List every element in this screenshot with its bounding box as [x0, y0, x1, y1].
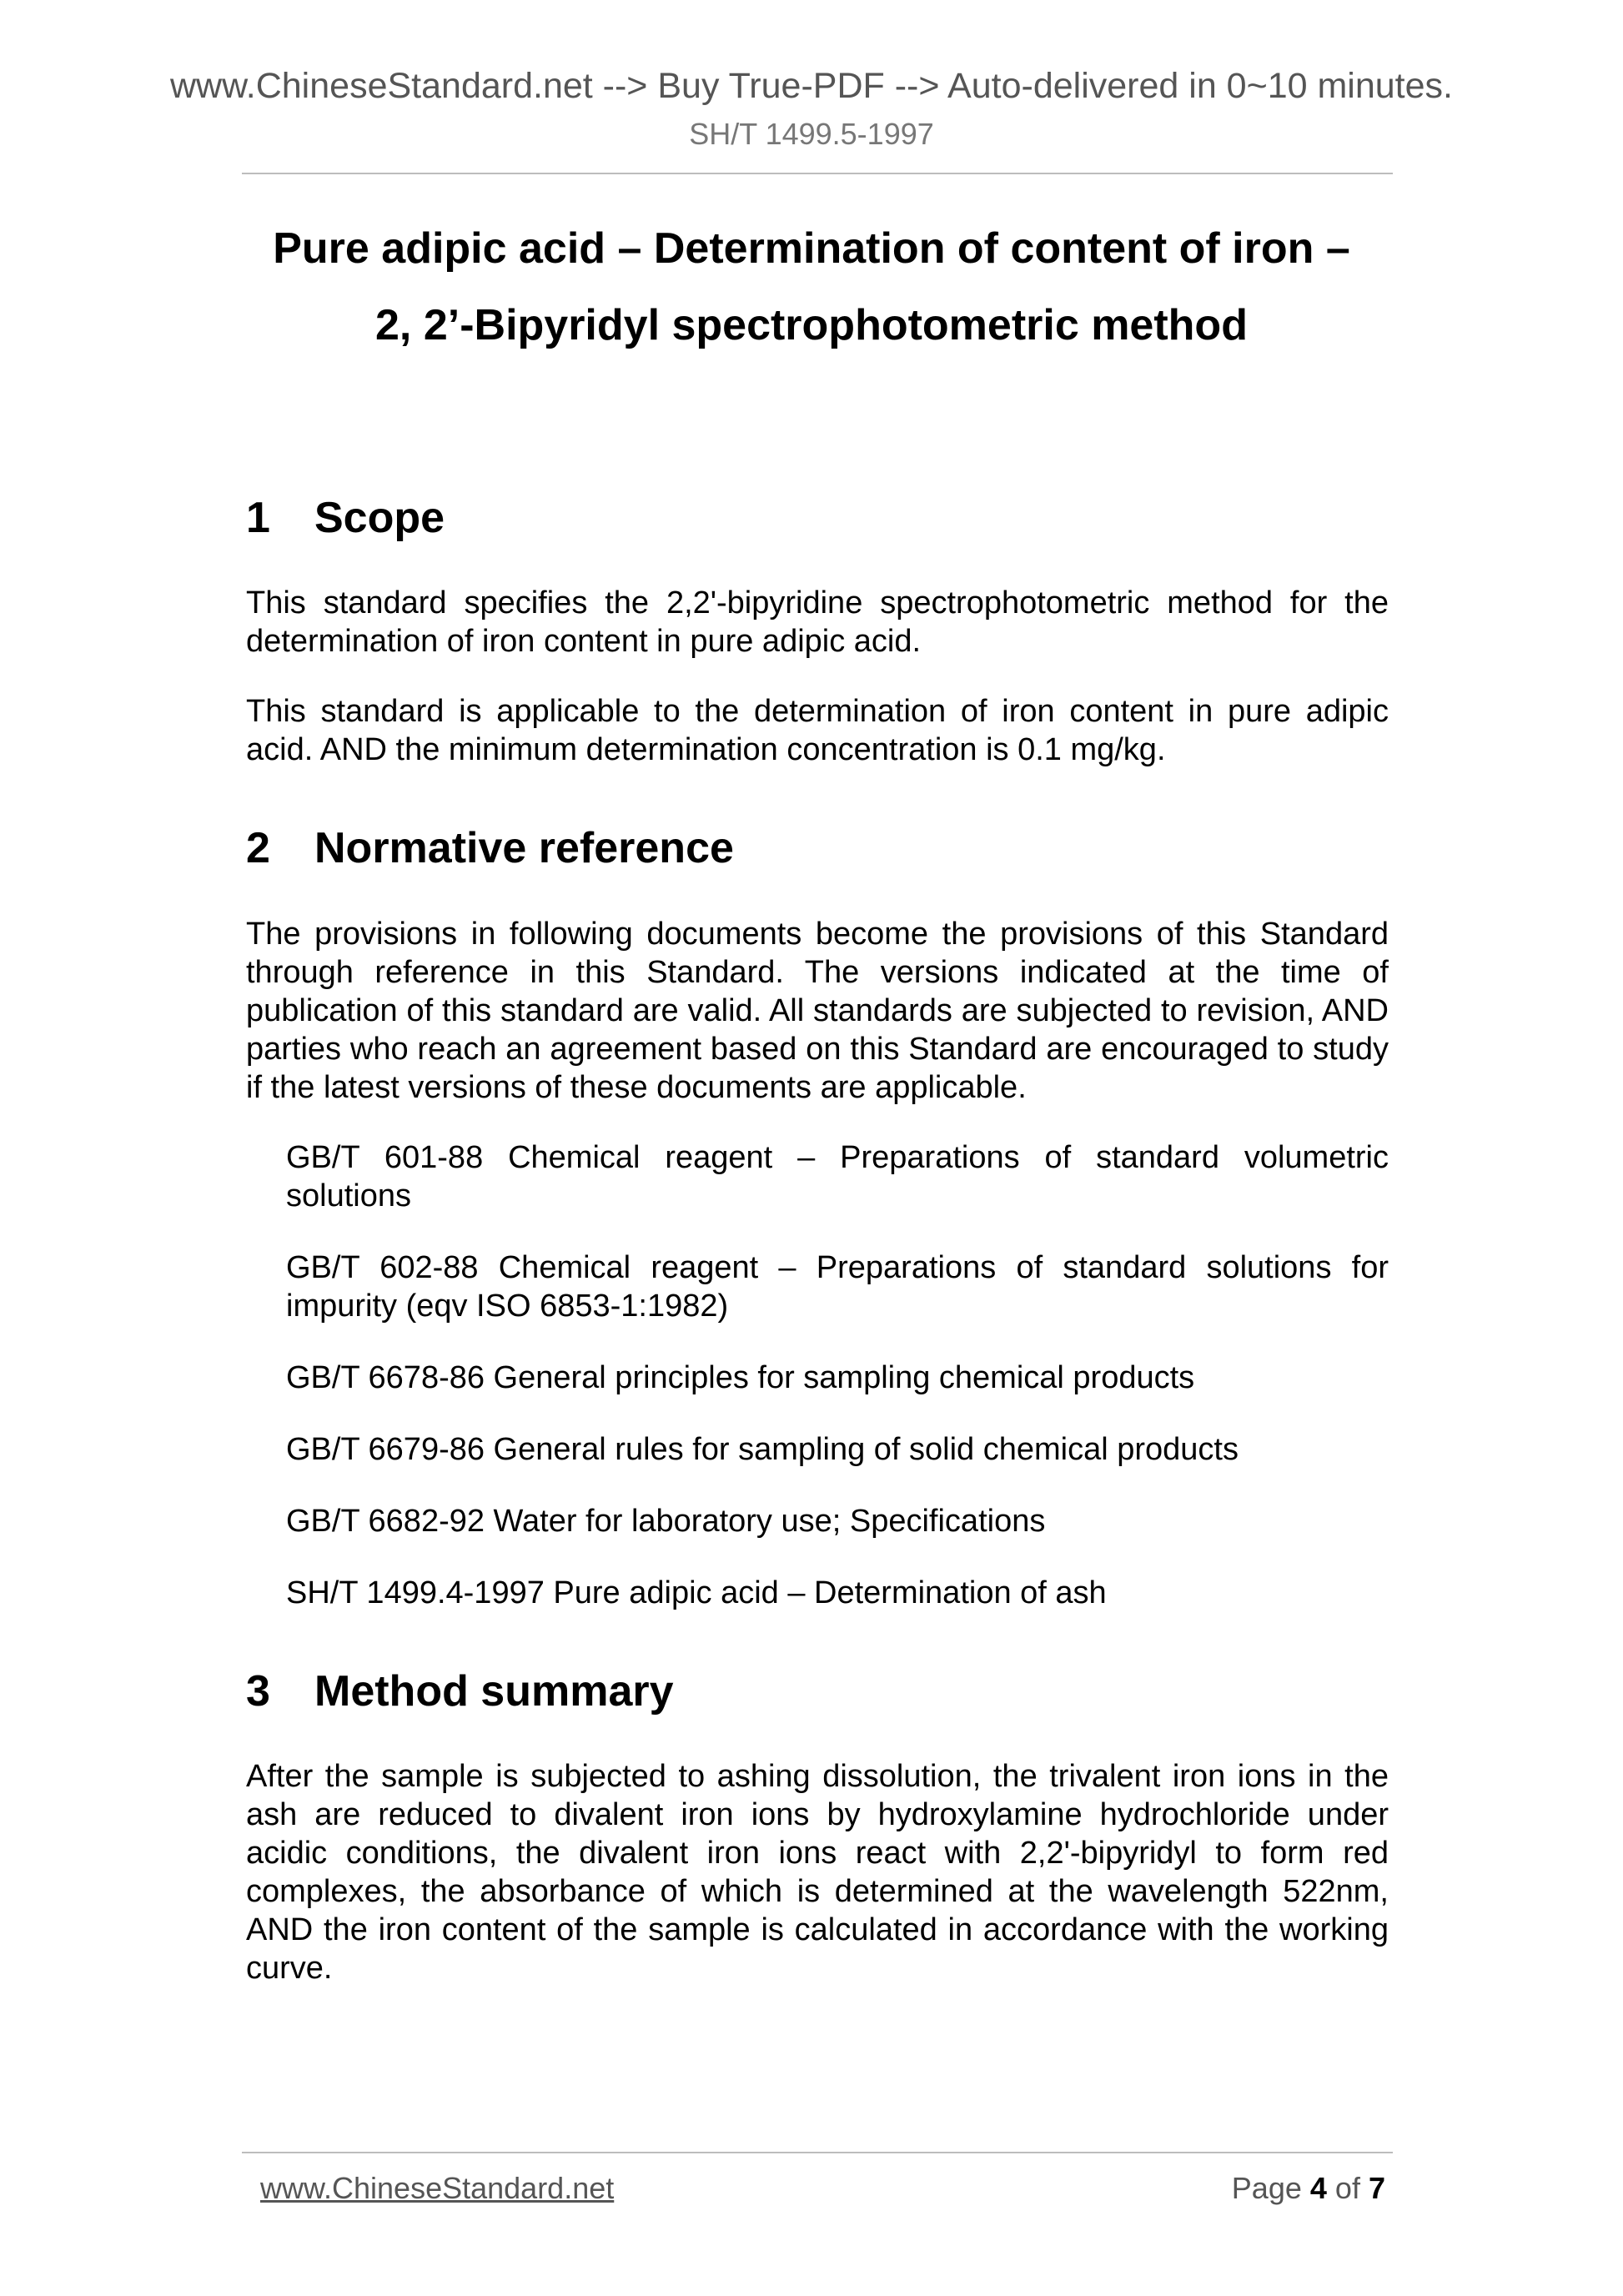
page-number — [1232, 2171, 1385, 2206]
page-total: 7 — [1368, 2171, 1385, 2205]
section-method-summary — [246, 1665, 1389, 1987]
document-body — [246, 492, 1389, 1987]
standard-code: SH/T 1499.5-1997 — [689, 117, 934, 151]
reference-item: SH/T 1499.4-1997 Pure adipic acid – Determination of ash — [286, 1575, 1107, 1610]
reference-item: GB/T 6678-86 General principles for sampling chemical products — [286, 1359, 1195, 1395]
page-current: 4 — [1309, 2171, 1327, 2205]
section-title: Normative reference — [314, 824, 734, 873]
document-title-line-1: Pure adipic acid – Determination of content of iron – — [273, 224, 1350, 273]
page-of-label: of — [1334, 2171, 1360, 2205]
reference-item: GB/T 6682-92 Water for laboratory use; Specifications — [286, 1503, 1046, 1539]
paragraph: After the sample is subjected to ashing dissolution, the trivalent iron ions in the ash are reduced to divalent iron ions by hydroxylamine hydrochloride under acidic conditions, the divalent iron ions react with 2,2'-bipyridyl to form red complexes, the absorbance of which is determined at the wavelength 522nm, AND the iron content of the sample is calculated in accordance with the working curve. — [246, 1759, 1389, 1987]
section-number: 3 — [246, 1666, 270, 1716]
paragraph: The provisions in following documents become the provisions of this Standard through reference in this Standard. The versions indicated at the time of publication of this standard are valid. All standards are subjected to revision, AND parties who reach an agreement based on this Standard are encouraged to study if the latest versions of these documents are applicable. — [246, 916, 1389, 1105]
header-divider — [242, 173, 1393, 174]
section-number: 1 — [246, 494, 270, 542]
section-title: Scope — [314, 494, 445, 542]
footer-divider — [242, 2152, 1393, 2153]
paragraph: This standard is applicable to the determination of iron content in pure adipic acid. AND the minimum determination concentration is 0.1 mg/kg. — [246, 694, 1389, 768]
section-title: Method summary — [314, 1666, 674, 1716]
section-number: 2 — [246, 824, 270, 873]
reference-item: GB/T 6679-86 General rules for sampling of solid chemical products — [286, 1431, 1239, 1467]
section-heading-method-summary — [246, 1665, 1389, 1717]
section-normative-reference — [246, 822, 1389, 1611]
site-banner[interactable]: www.ChineseStandard.net --> Buy True-PDF --> Auto-delivered in 0~10 minutes. — [169, 66, 1453, 106]
page-label: Page — [1231, 2171, 1302, 2205]
document-title-line-2: 2, 2’-Bipyridyl spectrophotometric method — [375, 301, 1248, 349]
reference-item: GB/T 602-88 Chemical reagent – Preparations of standard solutions for impurity (eqv ISO 6853-1:1982) — [286, 1249, 1389, 1324]
section-heading-normative-reference — [246, 822, 1389, 874]
paragraph: This standard specifies the 2,2'-bipyridine spectrophotometric method for the determination of iron content in pure adipic acid. — [246, 585, 1389, 660]
section-heading-scope — [246, 492, 1389, 544]
reference-list — [246, 1138, 1389, 1612]
section-scope — [246, 492, 1389, 769]
footer-site-link[interactable]: www.ChineseStandard.net — [260, 2171, 615, 2205]
reference-item: GB/T 601-88 Chemical reagent – Preparations of standard volumetric solutions — [286, 1139, 1389, 1213]
